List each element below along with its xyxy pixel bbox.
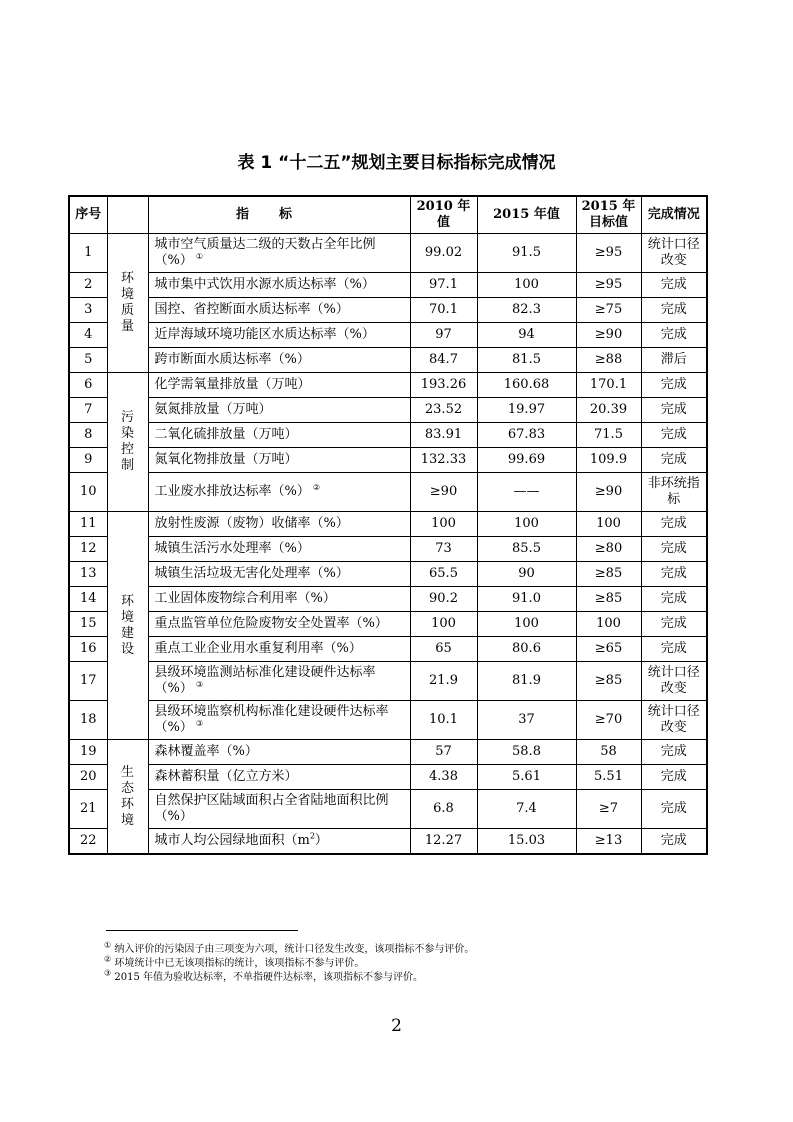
row-number: 3: [69, 298, 107, 323]
value-2015: 80.6: [477, 637, 576, 662]
value-2015: 67.83: [477, 423, 576, 448]
table-row: [69, 423, 707, 448]
indicator-text: 城市集中式饮用水源水质达标率（%）: [154, 277, 375, 292]
value-2010: 57: [410, 740, 477, 765]
row-number: 19: [69, 740, 107, 765]
table-row: [69, 701, 707, 740]
unit-superscript: 2: [309, 831, 315, 841]
value-2010: 97: [410, 323, 477, 348]
group-label: 污染控制: [107, 373, 148, 512]
table-row: [69, 273, 707, 298]
indicator-cell: [148, 765, 410, 790]
indicator-text: 县级环境监测站标准化建设硬件达标率（%）: [154, 665, 376, 696]
indicator-cell: [148, 701, 410, 740]
row-number: 18: [69, 701, 107, 740]
table-row: [69, 765, 707, 790]
target-2015: ≥80: [576, 537, 641, 562]
target-2015: 100: [576, 512, 641, 537]
status: 完成: [641, 562, 707, 587]
value-2010: 12.27: [410, 829, 477, 855]
value-2015: 58.8: [477, 740, 576, 765]
value-2015: 19.97: [477, 398, 576, 423]
value-2010: 90.2: [410, 587, 477, 612]
value-2015: 160.68: [477, 373, 576, 398]
status: 完成: [641, 587, 707, 612]
row-number: 9: [69, 448, 107, 473]
table-row: [69, 234, 707, 273]
status: 滞后: [641, 348, 707, 373]
table-row: [69, 612, 707, 637]
value-2015: 37: [477, 701, 576, 740]
footnote-marker: ③: [195, 718, 204, 728]
target-2015: ≥7: [576, 790, 641, 829]
page-number: 2: [391, 1016, 402, 1036]
indicator-cell: [148, 323, 410, 348]
value-2010: 73: [410, 537, 477, 562]
value-2010: 65: [410, 637, 477, 662]
target-2015: 71.5: [576, 423, 641, 448]
value-2015: 90: [477, 562, 576, 587]
status: 完成: [641, 537, 707, 562]
unit-tail: ）: [314, 833, 328, 848]
table-row: [69, 790, 707, 829]
value-2010: ≥90: [410, 473, 477, 512]
indicator-text: 工业固体废物综合利用率（%）: [154, 591, 336, 606]
indicator-text: 重点工业企业用水重复利用率（%）: [154, 641, 362, 656]
value-2010: 83.91: [410, 423, 477, 448]
indicator-cell: [148, 234, 410, 273]
value-2015: 100: [477, 612, 576, 637]
value-2010: 132.33: [410, 448, 477, 473]
table-row: [69, 348, 707, 373]
indicator-cell: [148, 512, 410, 537]
value-2010: 193.26: [410, 373, 477, 398]
table-row: [69, 473, 707, 512]
value-2015: 99.69: [477, 448, 576, 473]
target-2015: ≥65: [576, 637, 641, 662]
target-2015: ≥75: [576, 298, 641, 323]
indicator-text: 城镇生活污水处理率（%）: [154, 541, 310, 556]
indicator-text: 自然保护区陆域面积占全省陆地面积比例（%）: [154, 793, 389, 824]
indicator-cell: [148, 637, 410, 662]
value-2010: 65.5: [410, 562, 477, 587]
indicator-cell: [148, 790, 410, 829]
table-row: [69, 298, 707, 323]
value-2010: 97.1: [410, 273, 477, 298]
value-2015: 100: [477, 273, 576, 298]
value-2010: 100: [410, 512, 477, 537]
value-2015: 81.5: [477, 348, 576, 373]
footnote-1: ① 纳入评价的污染因子由三项变为六项，统计口径发生改变，该项指标不参与评价。: [104, 940, 475, 955]
status: 完成: [641, 790, 707, 829]
target-2015: ≥85: [576, 662, 641, 701]
table-row: [69, 373, 707, 398]
header-2010: 2010 年值: [410, 196, 477, 234]
value-2010: 21.9: [410, 662, 477, 701]
row-number: 22: [69, 829, 107, 855]
status: 完成: [641, 373, 707, 398]
group-label: 环境质量: [107, 234, 148, 373]
target-2015: ≥85: [576, 587, 641, 612]
table-row: [69, 323, 707, 348]
header-target: 2015 年目标值: [576, 196, 641, 234]
indicator-text: 森林蓄积量（亿立方米）: [154, 769, 298, 784]
status: 统计口径改变: [641, 662, 707, 701]
row-number: 17: [69, 662, 107, 701]
indicator-text: 近岸海域环境功能区水质达标率（%）: [154, 327, 375, 342]
row-number: 12: [69, 537, 107, 562]
target-2015: ≥90: [576, 473, 641, 512]
value-2015: 81.9: [477, 662, 576, 701]
target-2015: 170.1: [576, 373, 641, 398]
value-2010: 6.8: [410, 790, 477, 829]
footnote-marker: ③: [195, 679, 204, 689]
indicator-cell: [148, 298, 410, 323]
row-number: 16: [69, 637, 107, 662]
indicator-text: 城市人均公园绿地面积（m: [154, 833, 310, 848]
target-2015: 109.9: [576, 448, 641, 473]
row-number: 21: [69, 790, 107, 829]
indicator-cell: [148, 587, 410, 612]
indicator-text: 城镇生活垃圾无害化处理率（%）: [154, 566, 349, 581]
target-2015: 58: [576, 740, 641, 765]
header-indicator: 指标: [148, 196, 410, 234]
row-number: 4: [69, 323, 107, 348]
row-number: 10: [69, 473, 107, 512]
target-2015: ≥70: [576, 701, 641, 740]
row-number: 20: [69, 765, 107, 790]
status: 完成: [641, 637, 707, 662]
indicator-cell: [148, 740, 410, 765]
row-number: 7: [69, 398, 107, 423]
table-row: [69, 829, 707, 855]
group-label: 生态环境: [107, 740, 148, 855]
table-row: [69, 398, 707, 423]
target-2015: 20.39: [576, 398, 641, 423]
indicator-text: 跨市断面水质达标率（%）: [154, 352, 310, 367]
value-2015: 100: [477, 512, 576, 537]
target-2015: ≥85: [576, 562, 641, 587]
value-2010: 4.38: [410, 765, 477, 790]
indicator-text: 国控、省控断面水质达标率（%）: [154, 302, 349, 317]
indicator-cell: [148, 273, 410, 298]
table-row: [69, 587, 707, 612]
target-2015: ≥88: [576, 348, 641, 373]
table-title: 表 1 “十二五”规划主要目标指标完成情况: [237, 153, 556, 173]
indicator-cell: [148, 373, 410, 398]
target-2015: ≥95: [576, 234, 641, 273]
indicator-text: 放射性废源（废物）收储率（%）: [154, 516, 349, 531]
status: 统计口径改变: [641, 234, 707, 273]
target-2015: 100: [576, 612, 641, 637]
indicator-text: 重点监管单位危险废物安全处置率（%）: [154, 616, 388, 631]
table-row: [69, 562, 707, 587]
value-2015: 91.0: [477, 587, 576, 612]
value-2015: 15.03: [477, 829, 576, 855]
value-2010: 100: [410, 612, 477, 637]
table-row: [69, 740, 707, 765]
indicator-cell: [148, 398, 410, 423]
status: 完成: [641, 512, 707, 537]
indicator-text: 县级环境监察机构标准化建设硬件达标率（%）: [154, 704, 389, 735]
indicator-cell: [148, 612, 410, 637]
targets-table: [68, 195, 708, 855]
row-number: 15: [69, 612, 107, 637]
indicator-cell: [148, 562, 410, 587]
status: 非环统指标: [641, 473, 707, 512]
indicator-cell: [148, 537, 410, 562]
status: 完成: [641, 829, 707, 855]
value-2010: 99.02: [410, 234, 477, 273]
status: 完成: [641, 323, 707, 348]
status: 完成: [641, 765, 707, 790]
footnotes: [104, 940, 704, 985]
footnote-marker: ②: [312, 482, 321, 492]
status: 完成: [641, 423, 707, 448]
indicator-text: 氮氧化物排放量（万吨）: [154, 452, 298, 467]
value-2015: ——: [477, 473, 576, 512]
indicator-cell: [148, 473, 410, 512]
row-number: 13: [69, 562, 107, 587]
target-2015: ≥90: [576, 323, 641, 348]
group-label: 环境建设: [107, 512, 148, 740]
value-2015: 5.61: [477, 765, 576, 790]
table-row: [69, 662, 707, 701]
value-2015: 94: [477, 323, 576, 348]
target-2015: 5.51: [576, 765, 641, 790]
header-status: 完成情况: [641, 196, 707, 234]
value-2015: 7.4: [477, 790, 576, 829]
header-2015: 2015 年值: [477, 196, 576, 234]
header-row: [69, 196, 707, 234]
row-number: 14: [69, 587, 107, 612]
indicator-text: 森林覆盖率（%）: [154, 744, 258, 759]
indicator-text: 城市空气质量达二级的天数占全年比例（%）: [154, 237, 376, 268]
row-number: 6: [69, 373, 107, 398]
status: 完成: [641, 398, 707, 423]
status: 完成: [641, 740, 707, 765]
table-row: [69, 537, 707, 562]
indicator-cell: [148, 829, 410, 855]
value-2015: 91.5: [477, 234, 576, 273]
row-number: 8: [69, 423, 107, 448]
target-2015: ≥95: [576, 273, 641, 298]
value-2015: 82.3: [477, 298, 576, 323]
indicator-text: 二氧化硫排放量（万吨）: [154, 427, 298, 442]
status: 统计口径改变: [641, 701, 707, 740]
value-2015: 85.5: [477, 537, 576, 562]
value-2010: 10.1: [410, 701, 477, 740]
indicator-text: 氨氮排放量（万吨）: [154, 402, 272, 417]
row-number: 5: [69, 348, 107, 373]
value-2010: 84.7: [410, 348, 477, 373]
indicator-cell: [148, 662, 410, 701]
table-row: [69, 637, 707, 662]
table-row: [69, 512, 707, 537]
row-number: 11: [69, 512, 107, 537]
header-seq: 序号: [69, 196, 107, 234]
value-2010: 23.52: [410, 398, 477, 423]
status: 完成: [641, 298, 707, 323]
indicator-cell: [148, 448, 410, 473]
indicator-cell: [148, 348, 410, 373]
indicator-text: 化学需氧量排放量（万吨）: [154, 377, 311, 392]
table-row: [69, 448, 707, 473]
footnote-3: ③ 2015 年值为验收达标率，不单指硬件达标率，该项指标不参与评价。: [104, 968, 423, 983]
row-number: 2: [69, 273, 107, 298]
header-blank: [107, 196, 148, 234]
footnote-2: ② 环境统计中已无该项指标的统计，该项指标不参与评价。: [104, 954, 365, 969]
status: 完成: [641, 273, 707, 298]
footnote-marker: ①: [195, 251, 204, 261]
status: 完成: [641, 612, 707, 637]
indicator-text: 工业废水排放达标率（%）: [154, 484, 310, 499]
row-number: 1: [69, 234, 107, 273]
value-2010: 70.1: [410, 298, 477, 323]
status: 完成: [641, 448, 707, 473]
target-2015: ≥13: [576, 829, 641, 855]
indicator-cell: [148, 423, 410, 448]
footnote-divider: [106, 930, 298, 931]
